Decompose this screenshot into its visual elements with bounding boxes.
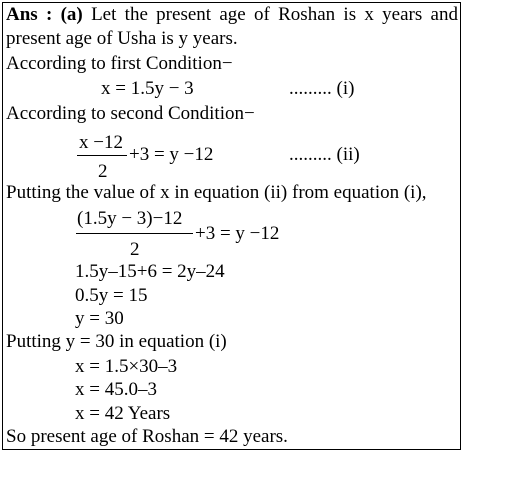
equation-1: x = 1.5y − 3: [101, 78, 194, 99]
substitution-denominator: 2: [130, 239, 140, 260]
equation-2-numerator: x −12: [79, 132, 123, 153]
intro-line-1: [6, 4, 458, 26]
equation-2-tag: ......... (ii): [289, 144, 360, 165]
step-2: 0.5y = 15: [75, 285, 148, 306]
equation-1-tag: ......... (i): [289, 78, 355, 99]
answer-label: Ans : (a): [6, 4, 83, 25]
putting-text: Putting y = 30 in equation (i): [6, 331, 227, 352]
step-3: y = 30: [75, 308, 124, 329]
calc-3: x = 42 Years: [75, 403, 171, 424]
substitution-rest: +3 = y −12: [195, 223, 280, 244]
substitution-numerator: (1.5y − 3)−12: [77, 208, 183, 229]
substitution-fraction-bar: [76, 233, 193, 234]
equation-2-denominator: 2: [98, 161, 108, 182]
step-1: 1.5y–15+6 = 2y–24: [75, 261, 225, 282]
calc-1: x = 1.5×30–3: [75, 356, 178, 377]
conclusion: So present age of Roshan = 42 years.: [6, 426, 288, 447]
condition-1-heading: According to first Condition−: [6, 53, 233, 74]
substitution-text: Putting the value of x in equation (ii) from equation (i),: [6, 182, 427, 203]
equation-2-rest: +3 = y −12: [129, 144, 214, 165]
equation-2-fraction-bar: [77, 155, 127, 156]
intro-text-1: Let the present age of Roshan is x years and: [91, 4, 458, 25]
calc-2: x = 45.0–3: [75, 379, 157, 400]
intro-line-2: present age of Usha is y years.: [6, 28, 238, 49]
condition-2-heading: According to second Condition−: [6, 103, 255, 124]
